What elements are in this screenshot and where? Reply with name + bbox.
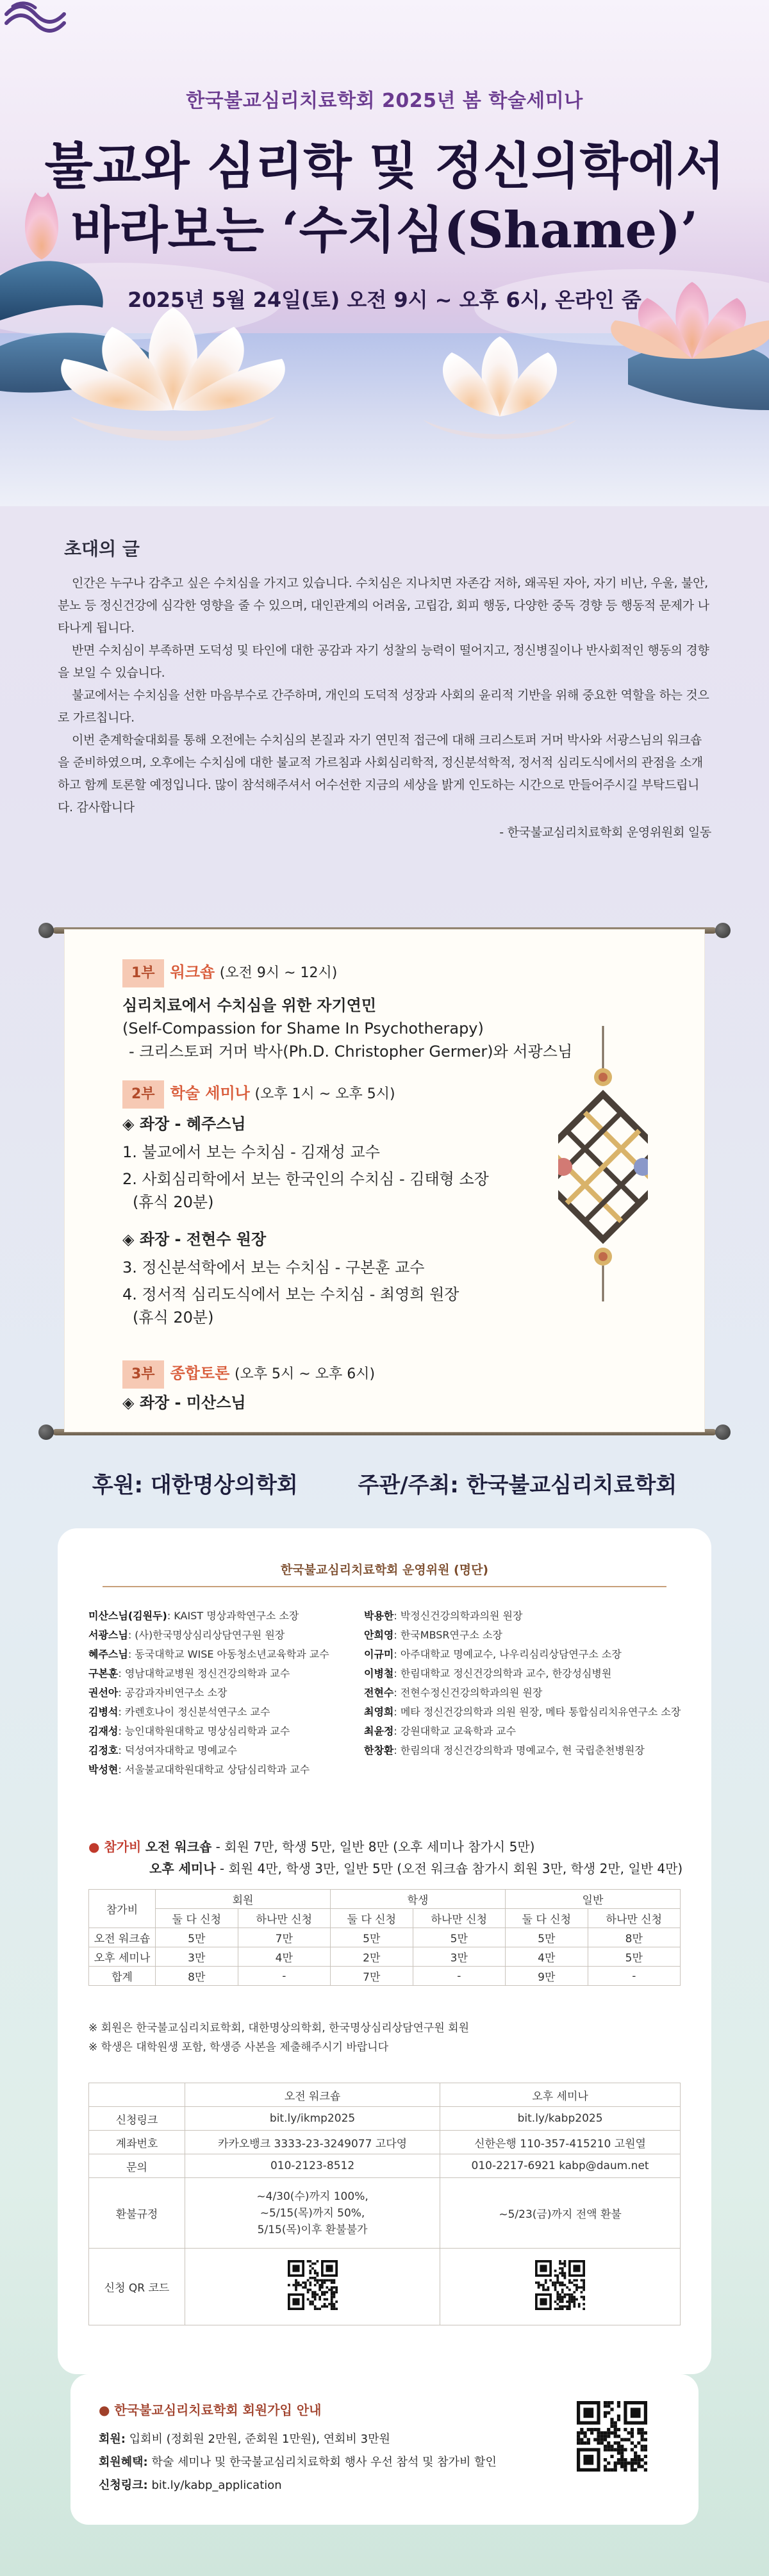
fee-table-sub: 하나만 신청	[413, 1909, 505, 1928]
committee-member-name: 최윤정	[364, 1725, 394, 1737]
table-row	[89, 2131, 681, 2154]
invitation-paragraph: 반면 수치심이 부족하면 도덕성 및 타인에 대한 공감과 자기 성찰의 능력이 떨어지고, 정신병질이나 반사회적인 행동의 경향을 보일 수 있습니다.	[58, 643, 709, 680]
refund-am-line: ~4/30(수)까지 100%,	[256, 2190, 368, 2203]
qr-pm-cell	[440, 2249, 681, 2325]
fee-notes	[88, 2019, 469, 2057]
fee-cell: 2만	[330, 1947, 413, 1967]
committee-member-desc: : 능인대학원대학교 명상심리학과 교수	[118, 1725, 290, 1737]
society-logo-icon	[0, 0, 70, 38]
committee-member-desc: : 한국MBSR연구소 소장	[393, 1629, 502, 1641]
part2-block	[122, 1080, 609, 1329]
committee-member	[364, 1626, 697, 1645]
committee-member-name: 박용한	[364, 1610, 394, 1622]
committee-member-name: 권선아	[88, 1687, 119, 1699]
committee-member-name: 구본훈	[88, 1667, 119, 1680]
table-row	[89, 1928, 681, 1947]
part3-name: 종합토론	[170, 1364, 230, 1382]
part3-block	[122, 1360, 609, 1414]
reg-contact-am: 010-2123-8512	[185, 2154, 440, 2178]
knot-ornament-icon	[558, 1026, 648, 1308]
committee-member-name: 전현수	[364, 1687, 394, 1699]
part2-break2: (휴식 20분)	[133, 1309, 214, 1326]
fee-table-sub: 둘 다 신청	[330, 1909, 413, 1928]
table-row	[89, 2107, 681, 2131]
reg-row-label: 문의	[89, 2154, 185, 2178]
committee-member-desc: : 카렌호나이 정신분석연구소 교수	[118, 1706, 270, 1718]
committee-member	[88, 1760, 364, 1779]
committee-member-name: 최영희	[364, 1706, 394, 1718]
fee-table-sub: 둘 다 신청	[156, 1909, 238, 1928]
committee-member	[88, 1626, 364, 1645]
part2-name: 학술 세미나	[170, 1084, 250, 1102]
part2-chair1: ◈ 좌장 - 혜주스님	[122, 1115, 246, 1133]
fee-cell: -	[588, 1967, 680, 1986]
part2-chair2: ◈ 좌장 - 전현수 원장	[122, 1230, 267, 1248]
reg-row-label: 신청링크	[89, 2107, 185, 2131]
hero-banner	[0, 0, 769, 506]
part3-chair: ◈ 좌장 - 미산스님	[122, 1394, 246, 1412]
committee-member-desc: : 덕성여자대학교 명예교수	[118, 1744, 237, 1756]
fee-cell: 4만	[505, 1947, 588, 1967]
committee-member-desc: : 전현수정신건강의학과의원 원장	[393, 1687, 543, 1699]
committee-member-name: 이병철	[364, 1667, 394, 1680]
invitation-section	[58, 535, 711, 844]
committee-member	[364, 1703, 697, 1722]
committee-member-desc: : 박정신건강의학과의원 원장	[393, 1610, 523, 1622]
part1-title: 심리치료에서 수치심을 위한 자기연민	[122, 996, 377, 1014]
committee-member	[88, 1683, 364, 1703]
fee-cell: 5만	[330, 1928, 413, 1947]
membership-title: ● 한국불교심리치료학회 회원가입 안내	[99, 2402, 322, 2418]
reg-col-header: 오후 세미나	[440, 2083, 681, 2107]
part3-time: (오후 5시 ~ 오후 6시)	[234, 1366, 376, 1382]
reg-link-pm[interactable]: bit.ly/kabp2025	[440, 2107, 681, 2131]
membership-card	[70, 2374, 699, 2525]
registration-table	[88, 2083, 681, 2325]
committee-member-desc: : KAIST 명상과학연구소 소장	[167, 1610, 299, 1622]
committee-member	[364, 1741, 697, 1760]
table-row	[89, 2178, 681, 2249]
committee-member	[364, 1664, 697, 1683]
part1-name: 워크숍	[170, 963, 215, 981]
committee-member	[88, 1741, 364, 1760]
reg-contact-pm: 010-2217-6921 kabp@daum.net	[440, 2154, 681, 2178]
invitation-paragraph: 이번 춘계학술대회를 통해 오전에는 수치심의 본질과 자기 연민적 접근에 대해 크리스토퍼 거머 박사와 서광스님의 워크숍을 준비하였으며, 오후에는 수치심에 대한 불교적 가르침과 사회심리학적, 정신분석학적, 정서적 심리도식에서의 관점을 소개하고 함께 토론할 예정입니다. 많이 참석해주셔서 어수선한 지금의 세상을 밝게 인도하는 시간으로 만들어주시길 부탁드립니다. 감사합니다	[58, 733, 703, 814]
committee-member	[88, 1664, 364, 1683]
page-title	[0, 135, 769, 263]
reg-col-header: 오전 워크숍	[185, 2083, 440, 2107]
fee-cell: -	[238, 1967, 330, 1986]
fee-cell: 7만	[238, 1928, 330, 1947]
fee-cell: 5만	[505, 1928, 588, 1947]
organizer-line: 한국불교심리치료학회 2025년 봄 학술세미나	[186, 90, 583, 112]
refund-pm: ~5/23(금)까지 전액 환불	[440, 2178, 681, 2249]
title-line-1: 불교와 심리학 및 정신의학에서	[44, 137, 725, 195]
part2-talk1: 1. 불교에서 보는 수치심 - 김재성 교수	[122, 1143, 380, 1161]
committee-member-name: 이규미	[364, 1648, 394, 1660]
fee-cell: 3만	[156, 1947, 238, 1967]
part3-tag: 3부	[122, 1360, 164, 1389]
committee-member	[364, 1606, 697, 1626]
committee-member-name: 서광스님	[88, 1629, 128, 1641]
part2-tag: 2부	[122, 1080, 164, 1109]
qr-am-cell	[185, 2249, 440, 2325]
invitation-paragraph: 불교에서는 수치심을 선한 마음부수로 간주하며, 개인의 도덕적 성장과 사회의 윤리적 기반을 위해 중요한 역할을 하는 것으로 가르칩니다.	[58, 688, 709, 725]
title-line-2: 바라보는 ‘수치심(Shame)’	[70, 201, 699, 260]
fee-table-group: 일반	[505, 1890, 680, 1909]
fee-cell: 7만	[330, 1967, 413, 1986]
committee-member-name: 박성현	[88, 1763, 119, 1776]
qr-code-membership-icon[interactable]	[577, 2401, 647, 2472]
committee-member-desc: : 메타 정신건강의학과 의원 원장, 메타 통합심리치유연구소 소장	[393, 1706, 681, 1718]
fee-info	[88, 1836, 682, 1879]
invitation-signature: - 한국불교심리치료학회 운영위원회 일동	[499, 825, 711, 839]
membership-benefit-label: 회원혜택:	[99, 2456, 148, 2469]
table-row	[89, 2154, 681, 2178]
committee-divider	[103, 1586, 666, 1587]
committee-member-name: 안희영	[364, 1629, 394, 1641]
committee-member-desc: : 공감과자비연구소 소장	[118, 1687, 227, 1699]
fee-line1: - 회원 7만, 학생 5만, 일반 8만 (오후 세미나 참가시 5만)	[211, 1839, 535, 1854]
fee-cell: 3만	[413, 1947, 505, 1967]
part2-break1: (휴식 20분)	[133, 1193, 214, 1211]
fee-cell: 8만	[156, 1967, 238, 1986]
membership-link[interactable]: bit.ly/kabp_application	[147, 2479, 282, 2492]
membership-fee-label: 회원:	[99, 2432, 126, 2446]
committee-member-name: 한창환	[364, 1744, 394, 1756]
invitation-heading: 초대의 글	[64, 538, 140, 559]
reg-account-pm: 신한은행 110-357-415210 고원열	[440, 2131, 681, 2154]
info-card	[58, 1528, 711, 2374]
fee-cell: 5만	[413, 1928, 505, 1947]
part1-time: (오전 9시 ~ 12시)	[219, 965, 338, 981]
table-row	[89, 1967, 681, 1986]
fee-table-sub: 둘 다 신청	[505, 1909, 588, 1928]
table-row	[89, 2249, 681, 2325]
committee-member-desc: : 아주대학교 명예교수, 나우리심리상담연구소 소장	[393, 1648, 622, 1660]
part1-block	[122, 959, 609, 1063]
committee-member-desc: : 강원대학교 교육학과 교수	[393, 1725, 517, 1737]
fee-cell: 5만	[156, 1928, 238, 1947]
fee-line2-prefix: 오후 세미나	[149, 1861, 216, 1876]
support-org: 후원: 대한명상의학회	[92, 1473, 298, 1498]
membership-fee: 입회비 (정회원 2만원, 준회원 1만원), 연회비 3만원	[125, 2432, 390, 2446]
fee-row-label: 합계	[89, 1967, 156, 1986]
fee-cell: -	[413, 1967, 505, 1986]
qr-code-am-icon[interactable]	[288, 2260, 338, 2310]
qr-code-pm-icon[interactable]	[535, 2260, 585, 2310]
membership-details	[99, 2428, 497, 2497]
reg-link-am[interactable]: bit.ly/ikmp2025	[185, 2107, 440, 2131]
part2-time: (오후 1시 ~ 오후 5시)	[254, 1086, 395, 1102]
committee-member-desc: : 서울불교대학원대학교 상담심리학과 교수	[118, 1763, 310, 1776]
fee-note-1: ※ 회원은 한국불교심리치료학회, 대한명상의학회, 한국명상심리상담연구원 회원	[88, 2022, 469, 2035]
sponsor-line	[0, 1467, 769, 1499]
host-org: 주관/주최: 한국불교심리치료학회	[358, 1473, 677, 1498]
fee-label: ● 참가비	[88, 1839, 142, 1854]
refund-am-line: ~5/15(목)까지 50%,	[260, 2206, 365, 2220]
refund-am	[185, 2178, 440, 2249]
membership-link-label: 신청링크:	[99, 2479, 148, 2492]
part1-tag: 1부	[122, 959, 164, 987]
fee-table-sub: 하나만 신청	[588, 1909, 680, 1928]
part2-talk4: 4. 정서적 심리도식에서 보는 수치심 - 최영희 원장	[122, 1285, 459, 1303]
committee-member-desc: : (사)한국명상심리상담연구원 원장	[128, 1629, 285, 1641]
committee-member	[364, 1645, 697, 1664]
fee-row-label: 오전 워크숍	[89, 1928, 156, 1947]
fee-table-group: 회원	[156, 1890, 331, 1909]
fee-cell: 9만	[505, 1967, 588, 1986]
program-scroll	[64, 929, 705, 1432]
fee-table-corner: 참가비	[89, 1890, 156, 1928]
table-row	[89, 1947, 681, 1967]
refund-am-line: 5/15(목)이후 환불불가	[257, 2223, 368, 2236]
committee-member-name: 혜주스님	[88, 1648, 128, 1660]
reg-corner	[89, 2083, 185, 2107]
committee-list-right	[364, 1606, 697, 1760]
event-date: 2025년 5월 24일(토) 오전 9시 ~ 오후 6시, 온라인 줌	[128, 288, 641, 312]
part1-speaker: - 크리스토퍼 거머 박사(Ph.D. Christopher Germer)와 서광스님	[129, 1043, 573, 1061]
fee-cell: 8만	[588, 1928, 680, 1947]
invitation-paragraph: 인간은 누구나 감추고 싶은 수치심을 가지고 있습니다. 수치심은 지나치면 자존감 저하, 왜곡된 자아, 자기 비난, 우울, 불안, 분노 등 정신건강에 심각한 영향을 줄 수 있으며, 대인관계의 어려움, 고립감, 회피 행동, 다양한 중독 경향 등 행동적 문제가 나타나게 됩니다.	[58, 576, 709, 635]
committee-member	[88, 1645, 364, 1664]
committee-member-name: 김병석	[88, 1706, 119, 1718]
fee-table-group: 학생	[330, 1890, 505, 1909]
committee-member-desc: : 한림대학교 정신건강의학과 교수, 한강성심병원	[393, 1667, 612, 1680]
fee-cell: 5만	[588, 1947, 680, 1967]
reg-row-label: 신청 QR 코드	[89, 2249, 185, 2325]
committee-member	[88, 1722, 364, 1741]
committee-member	[364, 1722, 697, 1741]
committee-member-name: 미산스님(김원두)	[88, 1610, 167, 1622]
fee-line1-prefix: 오전 워크숍	[145, 1839, 212, 1854]
committee-member-desc: : 영남대학교병원 정신건강의학과 교수	[118, 1667, 290, 1680]
committee-member-desc: : 동국대학교 WISE 아동청소년교육학과 교수	[128, 1648, 329, 1660]
fee-row-label: 오후 세미나	[89, 1947, 156, 1967]
part2-talk3: 3. 정신분석학에서 보는 수치심 - 구본훈 교수	[122, 1259, 425, 1276]
fee-cell: 4만	[238, 1947, 330, 1967]
membership-benefit: 학술 세미나 및 한국불교심리치료학회 행사 우선 참석 및 참가비 할인	[147, 2456, 497, 2469]
committee-title: 한국불교심리치료학회 운영위원 (명단)	[280, 1563, 489, 1577]
committee-member-name: 김재성	[88, 1725, 119, 1737]
fee-table-sub: 하나만 신청	[238, 1909, 330, 1928]
fee-table	[88, 1889, 681, 1986]
fee-line2: - 회원 4만, 학생 3만, 일반 5만 (오전 워크숍 참가시 회원 3만, 학생 2만, 일반 4만)	[215, 1861, 683, 1876]
committee-member	[364, 1683, 697, 1703]
part2-talk2: 2. 사회심리학에서 보는 한국인의 수치심 - 김태형 소장	[122, 1170, 489, 1188]
fee-note-2: ※ 학생은 대학원생 포함, 학생증 사본을 제출해주시기 바랍니다	[88, 2041, 389, 2054]
reg-row-label: 환불규정	[89, 2178, 185, 2249]
committee-member	[88, 1703, 364, 1722]
part1-subtitle: (Self-Compassion for Shame In Psychotherapy)	[122, 1020, 484, 1037]
committee-list-left	[88, 1606, 364, 1779]
reg-row-label: 계좌번호	[89, 2131, 185, 2154]
committee-member-desc: : 한림의대 정신건강의학과 명예교수, 현 국립춘천병원장	[393, 1744, 645, 1756]
committee-member-name: 김정호	[88, 1744, 119, 1756]
reg-account-am: 카카오뱅크 3333-23-3249077 고다영	[185, 2131, 440, 2154]
committee-member	[88, 1606, 364, 1626]
